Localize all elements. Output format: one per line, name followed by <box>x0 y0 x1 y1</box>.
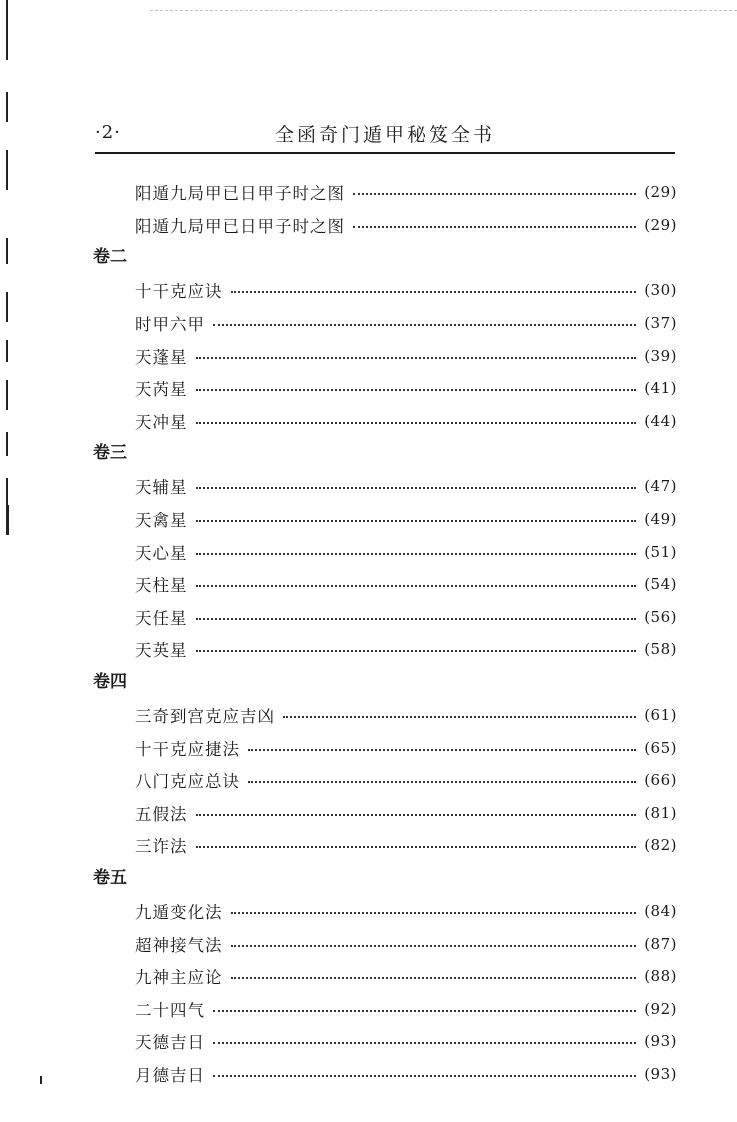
toc-entry-page: (88) <box>644 967 677 986</box>
toc-entry-title: 九遁变化法 <box>135 902 223 922</box>
dot-leader <box>231 291 637 293</box>
header-rule <box>95 152 675 154</box>
toc-entry <box>93 895 677 928</box>
toc-entry <box>93 1058 677 1091</box>
toc-entry-page: (29) <box>644 183 677 202</box>
toc-entry-title: 九神主应论 <box>135 968 223 988</box>
edge-mark <box>6 505 9 535</box>
page-number: ·2· <box>95 122 121 143</box>
binding-edge-marks <box>0 0 20 1122</box>
toc-entry <box>93 797 677 830</box>
dot-leader <box>196 650 637 652</box>
dot-leader <box>196 585 637 587</box>
toc-entry-page: (54) <box>644 575 677 594</box>
toc-entry-page: (61) <box>644 706 677 725</box>
toc-entry <box>93 176 677 209</box>
toc-entry-title: 天蓬星 <box>135 347 188 367</box>
toc-entry-page: (51) <box>644 542 677 561</box>
toc-entry <box>93 992 677 1025</box>
dot-leader <box>248 781 636 783</box>
toc-entry-page: (87) <box>644 934 677 953</box>
toc-entry <box>93 405 677 438</box>
toc-entry-title: 三奇到宫克应吉凶 <box>135 707 275 727</box>
toc-entry <box>93 274 677 307</box>
edge-mark <box>6 238 8 264</box>
toc-entry-page: (44) <box>644 411 677 430</box>
dot-leader <box>231 977 637 979</box>
toc-entry-page: (49) <box>644 510 677 529</box>
toc-entry <box>93 1025 677 1058</box>
toc-entry-title: 天心星 <box>135 543 188 563</box>
toc-entry-page: (93) <box>644 1032 677 1051</box>
toc-entry-title: 天英星 <box>135 641 188 661</box>
toc-entry-title: 十干克应捷法 <box>135 739 240 759</box>
toc-entry-page: (58) <box>644 640 677 659</box>
toc-entry-title: 超神接气法 <box>135 935 223 955</box>
dot-leader <box>196 553 637 555</box>
toc-entry <box>93 372 677 405</box>
scan-noise-line <box>150 10 737 15</box>
toc-entry-page: (39) <box>644 346 677 365</box>
volume-heading: 卷五 <box>93 867 127 888</box>
edge-mark <box>6 340 8 362</box>
toc-entry <box>93 699 677 732</box>
dot-leader <box>196 357 637 359</box>
dot-leader <box>231 912 637 914</box>
toc-entry-title: 二十四气 <box>135 1000 205 1020</box>
toc-entry-page: (66) <box>644 771 677 790</box>
toc-entry-title: 天冲星 <box>135 412 188 432</box>
dot-leader <box>248 749 636 751</box>
toc-entry-page: (93) <box>644 1064 677 1083</box>
toc-entry-title: 阳遁九局甲已日甲子时之图 <box>135 216 345 236</box>
volume-heading: 卷三 <box>93 443 127 464</box>
dot-leader <box>213 1042 636 1044</box>
book-title: 全函奇门遁甲秘笈全书 <box>274 124 495 146</box>
dot-leader <box>196 487 637 489</box>
dot-leader <box>213 1075 636 1077</box>
toc-entry-title: 月德吉日 <box>135 1065 205 1085</box>
edge-mark <box>6 0 8 60</box>
toc-entry-page: (41) <box>644 379 677 398</box>
dot-leader <box>231 945 637 947</box>
toc-entry <box>93 568 677 601</box>
toc-entry-page: (81) <box>644 803 677 822</box>
dot-leader <box>213 324 636 326</box>
toc-entry-title: 天柱星 <box>135 576 188 596</box>
toc-entry <box>93 764 677 797</box>
dot-leader <box>213 1010 636 1012</box>
toc-entry-page: (47) <box>644 477 677 496</box>
scan-mark <box>40 1076 42 1084</box>
toc-entry-page: (29) <box>644 215 677 234</box>
toc-entry-title: 时甲六甲 <box>135 315 205 335</box>
toc-entry <box>93 731 677 764</box>
toc-entry <box>93 503 677 536</box>
toc-entry-page: (65) <box>644 738 677 757</box>
edge-mark <box>6 478 8 508</box>
dot-leader <box>353 226 636 228</box>
toc-entry-title: 天任星 <box>135 608 188 628</box>
toc-entry <box>93 927 677 960</box>
toc-entry <box>93 633 677 666</box>
toc-entry-page: (82) <box>644 836 677 855</box>
toc-entry-title: 八门克应总诀 <box>135 772 240 792</box>
dot-leader <box>196 422 637 424</box>
dot-leader <box>196 846 637 848</box>
volume-heading: 卷四 <box>93 671 127 692</box>
toc-entry-page: (30) <box>644 281 677 300</box>
toc-entry-page: (92) <box>644 999 677 1018</box>
toc-entry-title: 三诈法 <box>135 837 188 857</box>
edge-mark <box>6 292 8 322</box>
toc-entry <box>93 960 677 993</box>
edge-mark <box>6 380 8 410</box>
volume-heading: 卷二 <box>93 247 127 268</box>
dot-leader <box>196 520 637 522</box>
edge-mark <box>6 432 8 456</box>
toc-entry <box>93 601 677 634</box>
toc-entry-title: 天芮星 <box>135 380 188 400</box>
toc-entry <box>93 307 677 340</box>
toc-entry <box>93 209 677 242</box>
toc-entry <box>93 535 677 568</box>
dot-leader <box>196 389 637 391</box>
toc-entry-title: 十干克应诀 <box>135 282 223 302</box>
toc-entry-page: (56) <box>644 607 677 626</box>
toc-entry <box>93 339 677 372</box>
toc-entry-title: 阳遁九局甲已日甲子时之图 <box>135 184 345 204</box>
edge-mark <box>6 92 8 122</box>
toc-entry-title: 天辅星 <box>135 478 188 498</box>
toc-entry <box>93 829 677 862</box>
toc-entry-page: (84) <box>644 901 677 920</box>
toc-entry-title: 五假法 <box>135 804 188 824</box>
toc-entry-title: 天禽星 <box>135 511 188 531</box>
dot-leader <box>283 716 636 718</box>
dot-leader <box>353 193 636 195</box>
table-of-contents <box>93 176 677 1090</box>
toc-entry <box>93 470 677 503</box>
dot-leader <box>196 814 637 816</box>
dot-leader <box>196 618 637 620</box>
edge-mark <box>6 150 8 190</box>
toc-entry-title: 天德吉日 <box>135 1033 205 1053</box>
page-header <box>95 118 675 148</box>
toc-entry-page: (37) <box>644 314 677 333</box>
